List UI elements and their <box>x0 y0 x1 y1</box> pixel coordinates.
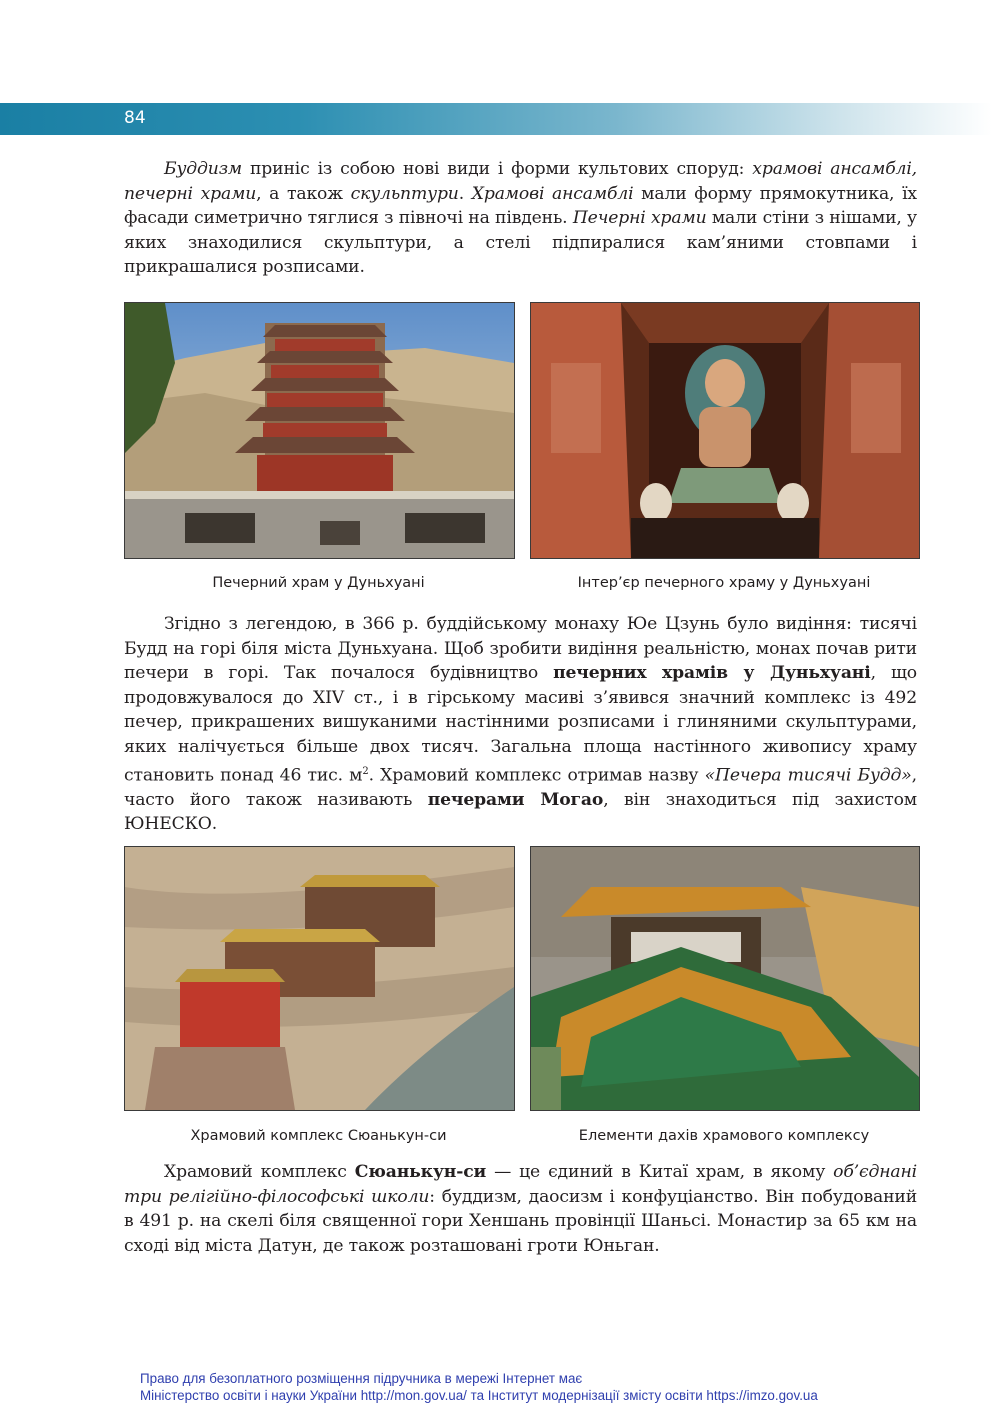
photo-cave-interior-buddha <box>530 302 920 559</box>
footer-license-line-2: Міністерство освіти і науки України http://mon.gov.ua/ та Інститут модернізації змісту освіти https://imzo.gov.ua <box>140 1388 818 1403</box>
paragraph-buddhism: Буддизм приніс із собою нові види і форми культових споруд: храмові ансамблі, печерні храми, а також скульптури. Храмові ансамблі мали форму прямокутника, їх фасади симетрично тяглися з півночі на південь. Печерні храми мали стіни з нішами, у яких знаходилися скульптури, а стелі підпиралися кам’яними стовпами і прикрашалися розписами. <box>124 159 917 278</box>
header-band <box>0 103 992 135</box>
paragraph-dunhuang-legend: Згідно з легендою, в 366 р. буддійському монаху Юе Цзунь було видіння: тисячі Будд на горі біля міста Дуньхуана. Щоб зробити видіння реальністю, монах почав рити печери в горі. Так почалося будівництво печерних храмів у Дуньхуані, що продовжувалося до XIV ст., і в гірському масиві з’явився значний комплекс із 492 печер, прикрашених вишуканими настінними розписами і глиняними скульптурами, яких налічується більше двох тисяч. Загальна площа настінного живопису храму становить понад 46 тис. $м^2$. Храмовий комплекс отримав назву «Печера тисячі Будд», часто його також називають печерами Могао, він знаходиться під захистом ЮНЕСКО. <box>124 614 918 835</box>
caption-xuankong-temple: Храмовий комплекс Сюанькун-си <box>190 1128 447 1144</box>
caption-roof-elements: Елементи дахів храмового комплексу <box>578 1128 870 1144</box>
term-buddhism: Буддизм <box>164 159 243 179</box>
footer-license-line-1: Право для безоплатного розміщення підручника в мережі Інтернет має <box>140 1371 583 1386</box>
photo-cave-temple-dunhuang <box>124 302 515 559</box>
caption-cave-temple: Печерний храм у Дуньхуані <box>212 575 425 591</box>
photo-roof-elements <box>530 846 920 1111</box>
paragraph-xuankong: Храмовий комплекс Сюанькун-си — це єдиний в Китаї храм, в якому об’єднані три релігійно-філософські школи: буддизм, даосизм і конфуціанство. Він побудований в 491 р. на скелі біля священної гори Хеншань провінції Шаньсі. Монастир за 65 км на сході від міста Датун, де також розташовані гроти Юньган. <box>124 1162 918 1256</box>
photo-xuankong-temple <box>124 846 515 1111</box>
caption-cave-interior: Інтер’єр печерного храму у Дуньхуані <box>577 575 871 591</box>
page-number: 84 <box>124 108 146 128</box>
